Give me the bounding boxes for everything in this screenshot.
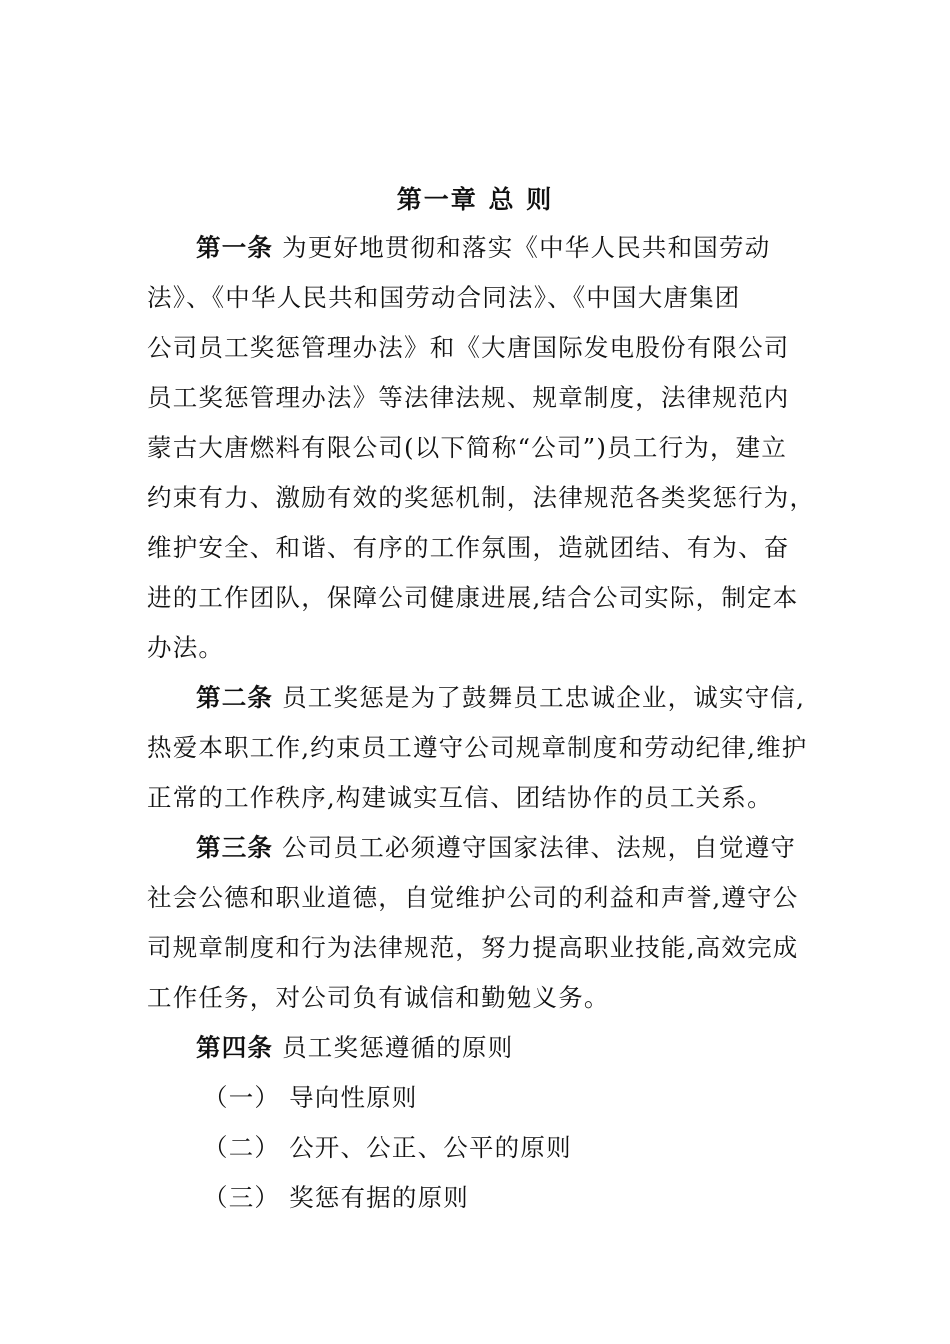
article-label: 第一条 xyxy=(196,233,274,262)
article-label: 第四条 xyxy=(196,1033,274,1062)
article-text: 公司员工必须遵守国家法律、法规，自觉遵守 xyxy=(273,833,797,862)
article-text: 员工奖惩是为了鼓舞员工忠诚企业，诚实守信, xyxy=(273,683,806,712)
article-3-line-3: 司规章制度和行为法律规范，努力提高职业技能,高效完成 xyxy=(147,933,799,962)
article-1-line-7: 维护安全、和谐、有序的工作氛围，造就团结、有为、奋 xyxy=(147,533,790,562)
article-1-line-1 xyxy=(196,230,770,266)
article-3-line-2: 社会公德和职业道德，自觉维护公司的利益和声誉,遵守公 xyxy=(147,883,799,912)
article-3-line-4: 工作任务，对公司负有诚信和勤勉义务。 xyxy=(147,983,610,1012)
principle-item-3: （三） 奖惩有据的原则 xyxy=(203,1183,469,1212)
article-label: 第二条 xyxy=(196,683,274,712)
principle-item-2: （二） 公开、公正、公平的原则 xyxy=(203,1133,572,1162)
article-1-line-6: 约束有力、激励有效的奖惩机制，法律规范各类奖惩行为， xyxy=(147,483,816,512)
article-2-line-3: 正常的工作秩序,构建诚实互信、团结协作的员工关系。 xyxy=(147,783,773,812)
article-2-line-1 xyxy=(196,680,805,716)
article-1-line-3: 公司员工奖惩管理办法》和《大唐国际发电股份有限公司 xyxy=(147,333,790,362)
article-1-line-9: 办法。 xyxy=(147,633,225,662)
chapter-title: 第一章 总 则 xyxy=(396,185,554,214)
article-4-line-1 xyxy=(196,1030,513,1066)
principle-item-1: （一） 导向性原则 xyxy=(203,1083,418,1112)
article-1-line-4: 员工奖惩管理办法》等法律法规、规章制度，法律规范内 xyxy=(147,383,790,412)
article-1-line-2: 法》、《中华人民共和国劳动合同法》、《中国大唐集团 xyxy=(147,283,741,312)
article-text: 为更好地贯彻和落实《中华人民共和国劳动 xyxy=(273,233,771,262)
article-text: 员工奖惩遵循的原则 xyxy=(273,1033,514,1062)
article-2-line-2: 热爱本职工作,约束员工遵守公司规章制度和劳动纪律,维护 xyxy=(147,733,808,762)
article-1-line-8: 进的工作团队，保障公司健康进展,结合公司实际，制定本 xyxy=(147,583,799,612)
article-3-line-1 xyxy=(196,830,796,866)
article-label: 第三条 xyxy=(196,833,274,862)
article-1-line-5: 蒙古大唐燃料有限公司(以下简称“公司”)员工行为，建立 xyxy=(147,433,788,462)
